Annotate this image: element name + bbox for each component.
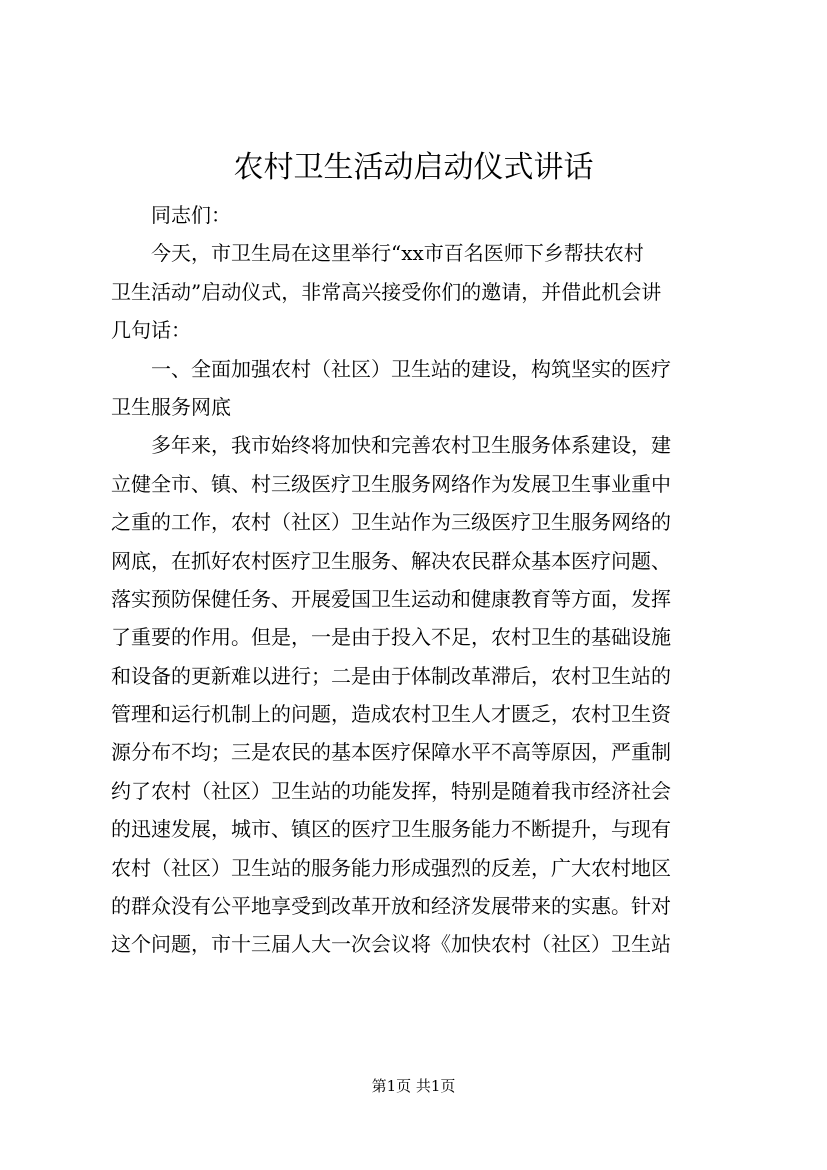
body-line: 几句话： [111,318,191,343]
body-line: 和设备的更新难以进行；二是由于体制改革滞后，农村卫生站的 [111,663,671,688]
body-line: 一、全面加强农村（社区）卫生站的建设，构筑坚实的医疗 [111,356,671,381]
body-line: 管理和运行机制上的问题，造成农村卫生人才匮乏，农村卫生资 [111,702,671,727]
body-line: 约了农村（社区）卫生站的功能发挥，特别是随着我市经济社会 [111,778,671,803]
body-line: 网底，在抓好农村医疗卫生服务、解决农民群众基本医疗问题、 [111,548,671,573]
body-line: 之重的工作，农村（社区）卫生站作为三级医疗卫生服务网络的 [111,510,671,535]
body-line: 的迅速发展，城市、镇区的医疗卫生服务能力不断提升，与现有 [111,817,671,842]
body-line: 卫生服务网底 [111,394,231,419]
body-line: 今天，市卫生局在这里举行“xx市百名医师下乡帮扶农村 [111,241,644,266]
body-line: 这个问题，市十三届人大一次会议将《加快农村（社区）卫生站 [111,932,671,957]
body-line: 多年来，我市始终将加快和完善农村卫生服务体系建设，建 [111,433,671,458]
document-title: 农村卫生活动启动仪式讲话 [233,150,594,185]
body-line: 卫生活动”启动仪式，非常高兴接受你们的邀请，并借此机会讲 [111,279,662,304]
page-number-footer: 第1页 共1页 [371,1077,456,1095]
body-line: 同志们： [111,203,231,227]
body-line: 源分布不均；三是农民的基本医疗保障水平不高等原因，严重制 [111,740,671,765]
body-line: 落实预防保健任务、开展爱国卫生运动和健康教育等方面，发挥 [111,586,671,611]
body-line: 农村（社区）卫生站的服务能力形成强烈的反差，广大农村地区 [111,855,671,880]
body-line: 的群众没有公平地享受到改革开放和经济发展带来的实惠。针对 [111,894,671,919]
body-line: 了重要的作用。但是，一是由于投入不足，农村卫生的基础设施 [111,625,671,650]
body-line: 立健全市、镇、村三级医疗卫生服务网络作为发展卫生事业重中 [111,471,671,496]
document-body [111,196,723,964]
